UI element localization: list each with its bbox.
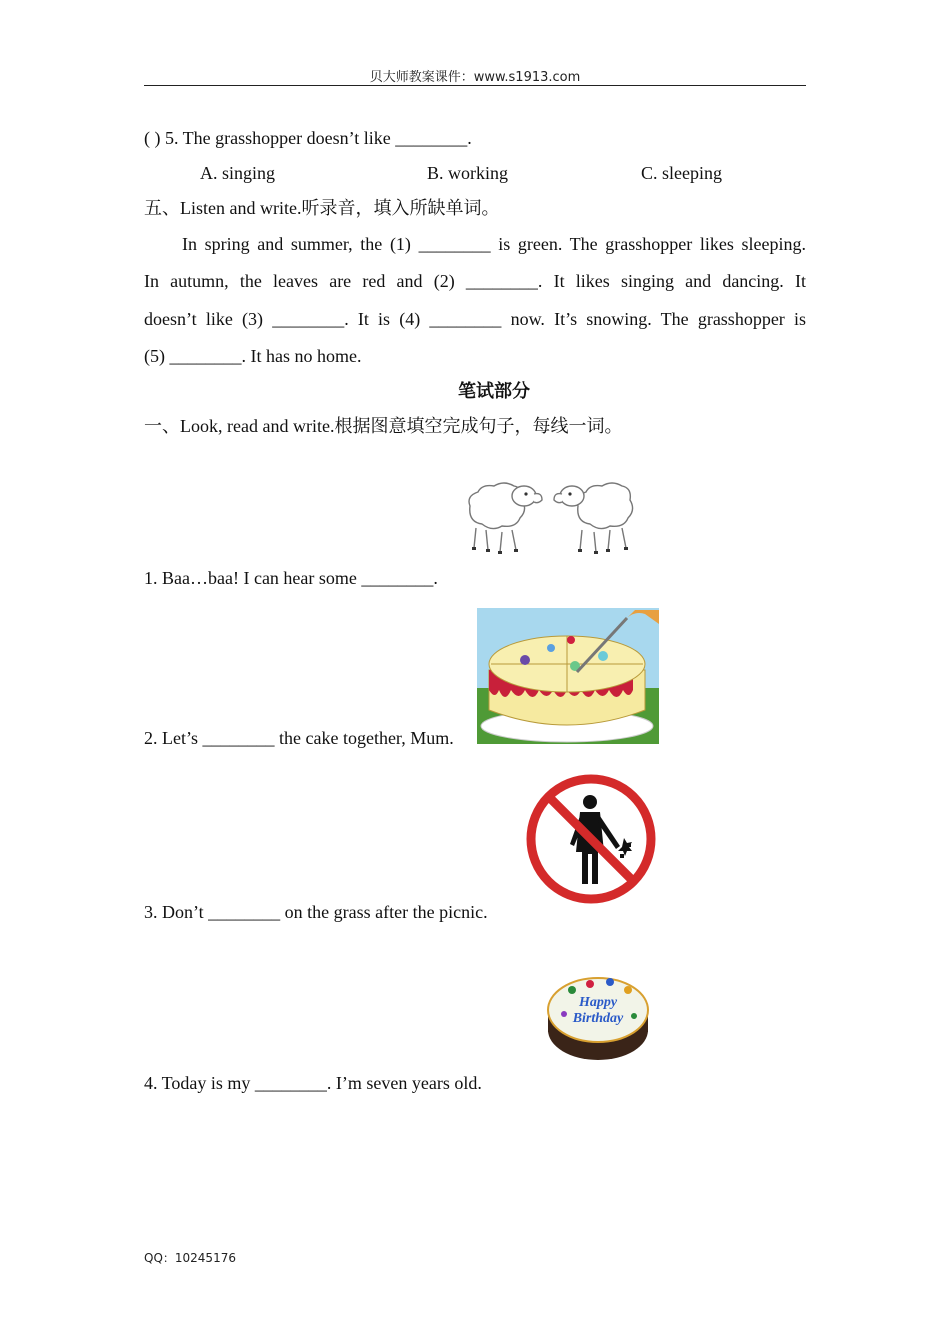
cake-text-happy: Happy: [578, 995, 618, 1010]
written-part-title: 笔试部分: [458, 381, 530, 401]
option-a: A. singing: [200, 163, 276, 183]
passage-line-3: doesn’t like (3) ________. It is (4) ________ now. It’s snowing. The grasshopper is: [144, 309, 806, 329]
cake-cutting-icon: [477, 608, 659, 744]
passage-line-4: (5) ________. It has no home.: [144, 346, 362, 366]
item-1: 1. Baa…baa! I can hear some ________.: [144, 568, 438, 588]
item-4: 4. Today is my ________. I’m seven years old.: [144, 1073, 482, 1093]
passage-line-2: In autumn, the leaves are red and (2) ________. It likes singing and dancing. It: [144, 271, 806, 291]
sheep-icon: [462, 474, 638, 558]
page-footer: QQ：10245176: [144, 1251, 236, 1265]
item-3: 3. Don’t ________ on the grass after the picnic.: [144, 902, 488, 922]
section-1-title: 一、Look, read and write.根据图意填空完成句子，每线一词。: [144, 416, 623, 436]
passage-line-1: In spring and summer, the (1) ________ is green. The grasshopper likes sleeping.: [182, 234, 806, 254]
option-b: B. working: [427, 163, 508, 183]
section-5-title: 五、Listen and write.听录音，填入所缺单词。: [144, 198, 500, 218]
header-divider: [144, 85, 806, 86]
birthday-cake-icon: [544, 968, 652, 1068]
question-5: ( ) 5. The grasshopper doesn’t like ________.: [144, 128, 472, 148]
page-header: 贝大师教案课件：www.s1913.com: [369, 70, 581, 85]
cake-text-birthday: Birthday: [572, 1011, 624, 1026]
no-littering-sign-icon: [524, 772, 658, 906]
option-c: C. sleeping: [641, 163, 722, 183]
item-2: 2. Let’s ________ the cake together, Mum.: [144, 728, 454, 748]
